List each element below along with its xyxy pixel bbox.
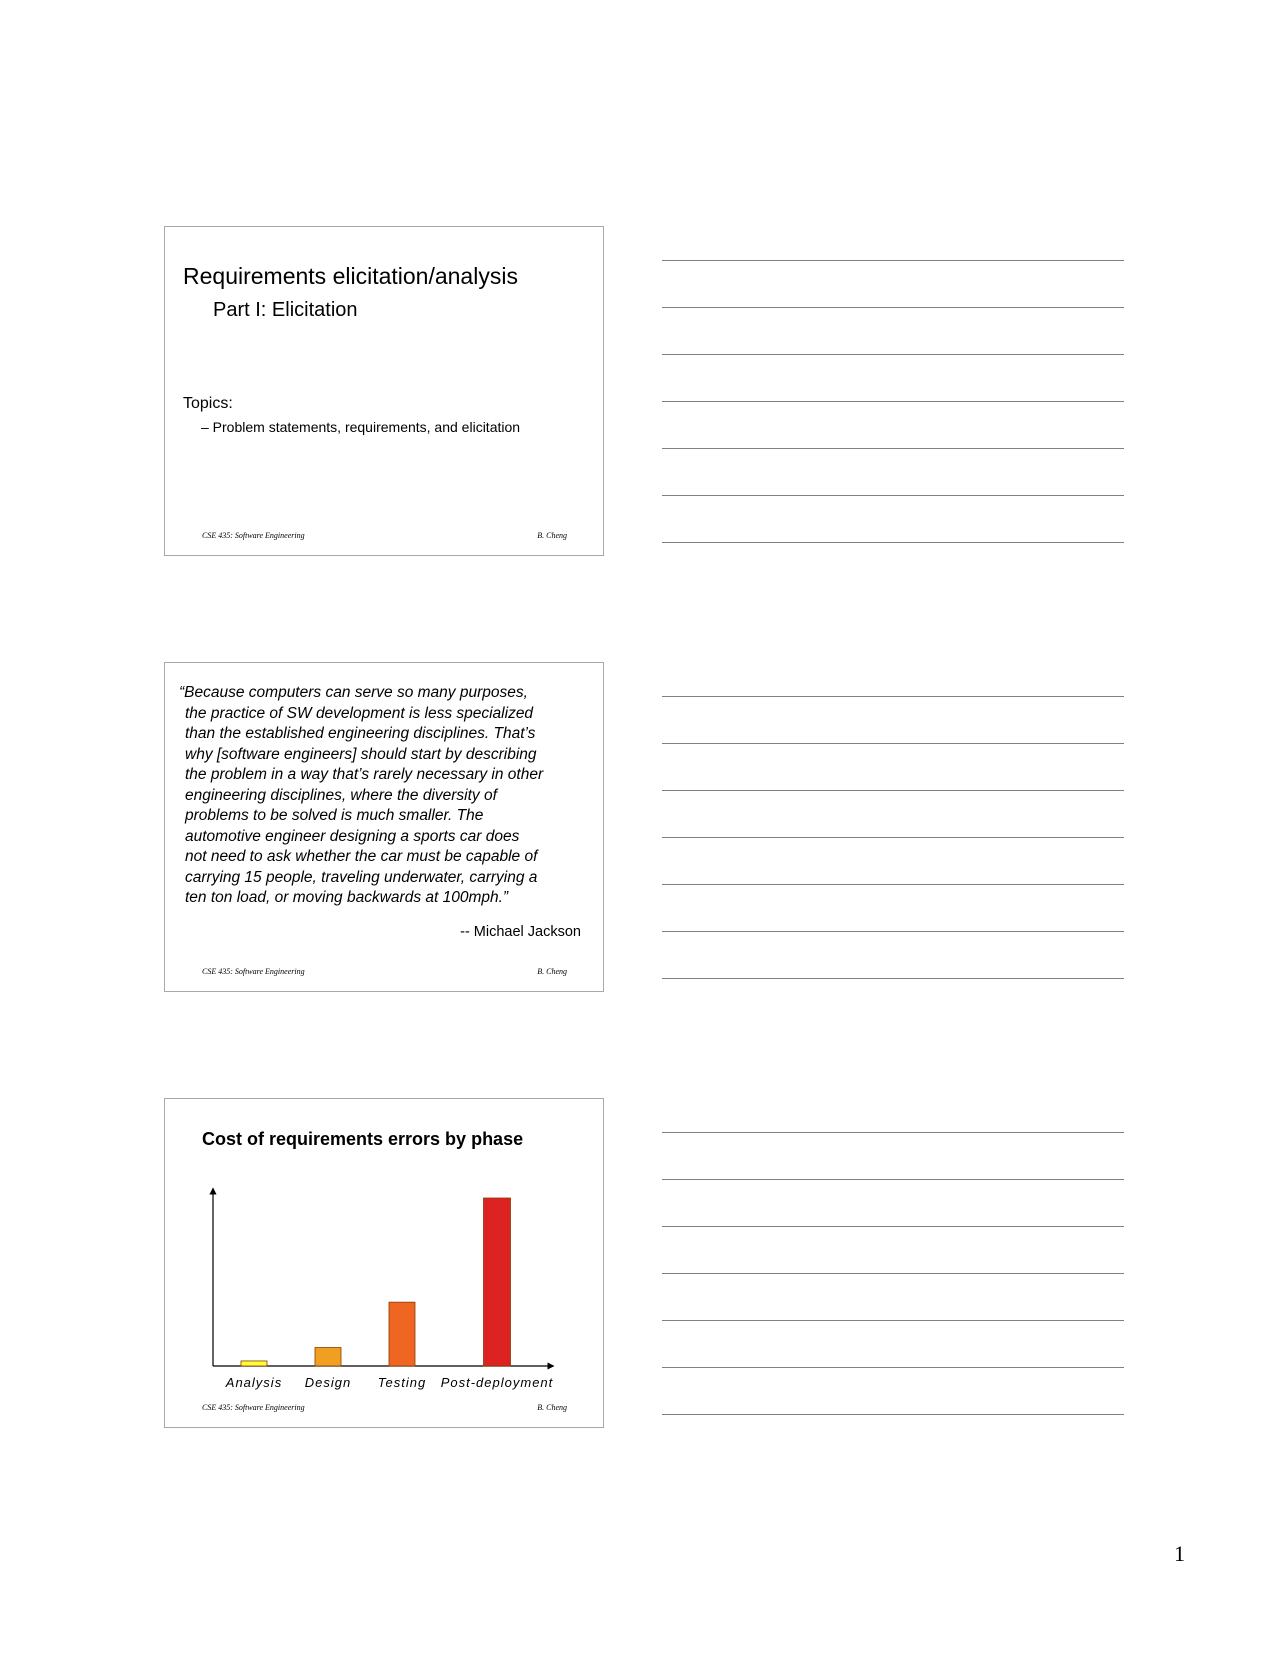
quote-line: not need to ask whether the car must be capable of (185, 848, 538, 865)
note-line (662, 1321, 1124, 1368)
topics-label: Topics: (183, 395, 233, 412)
tick-label-design: Design (304, 1375, 352, 1390)
note-line (662, 744, 1124, 791)
slide-title: Requirements elicitation/analysis (183, 263, 518, 289)
topic-bullet: – Problem statements, requirements, and elicitation (201, 419, 521, 435)
slide-1 (164, 226, 604, 556)
quote-line: why [software engineers] should start by describing (185, 745, 537, 763)
slide-footer-author: B. Cheng (537, 1403, 567, 1412)
quote-line: than the established engineering disciplines. That’s (185, 725, 536, 742)
quote-line: carrying 15 people, traveling underwater, carrying a (185, 868, 538, 886)
tick-label-testing: Testing (377, 1375, 427, 1390)
note-line (662, 1086, 1124, 1133)
note-line (662, 885, 1124, 932)
slide-footer-course: CSE 435: Software Engineering (202, 967, 305, 976)
slide-footer-course: CSE 435: Software Engineering (202, 531, 305, 540)
quote-text (179, 683, 597, 909)
quote-line: “Because computers can serve so many purposes, (179, 684, 528, 701)
quote-attribution: -- Michael Jackson (460, 924, 581, 940)
quote-line: problems to be solved is much smaller. The (185, 807, 484, 824)
cost-bar-chart (165, 1099, 603, 1427)
note-line (662, 308, 1124, 355)
quote-line: engineering disciplines, where the diversity of (185, 786, 497, 804)
note-line (662, 932, 1124, 979)
bar-analysis (241, 1361, 267, 1366)
quote-line: ten ton load, or moving backwards at 100mph.” (185, 889, 509, 906)
bar-design (315, 1348, 341, 1366)
note-line (662, 1368, 1124, 1415)
slide-3 (164, 1098, 604, 1428)
page-number: 1 (1174, 1541, 1185, 1566)
bar-post-deployment (484, 1198, 511, 1366)
slide-2 (164, 662, 604, 992)
bar-testing (389, 1302, 415, 1366)
note-line (662, 838, 1124, 885)
notes-lines-2 (662, 650, 1124, 979)
note-line (662, 1274, 1124, 1321)
quote-line: the problem in a way that’s rarely necessary in other (185, 766, 544, 783)
slide-subtitle: Part I: Elicitation (213, 299, 358, 321)
note-line (662, 449, 1124, 496)
quote-line: the practice of SW development is less specialized (185, 704, 534, 722)
note-line (662, 214, 1124, 261)
slide-footer-author: B. Cheng (537, 967, 567, 976)
notes-lines-1 (662, 214, 1124, 543)
note-line (662, 496, 1124, 543)
note-line (662, 650, 1124, 697)
notes-lines-3 (662, 1086, 1124, 1415)
note-line (662, 1180, 1124, 1227)
note-line (662, 261, 1124, 308)
note-line (662, 402, 1124, 449)
slide-footer-course: CSE 435: Software Engineering (202, 1403, 305, 1412)
chart-title: Cost of requirements errors by phase (202, 1129, 524, 1149)
note-line (662, 1227, 1124, 1274)
note-line (662, 791, 1124, 838)
note-line (662, 1133, 1124, 1180)
tick-label-analysis: Analysis (225, 1375, 283, 1390)
note-line (662, 355, 1124, 402)
tick-label-post-deployment: Post-deployment (440, 1375, 554, 1390)
quote-line: automotive engineer designing a sports car does (185, 827, 520, 845)
slide-footer-author: B. Cheng (537, 531, 567, 540)
note-line (662, 697, 1124, 744)
